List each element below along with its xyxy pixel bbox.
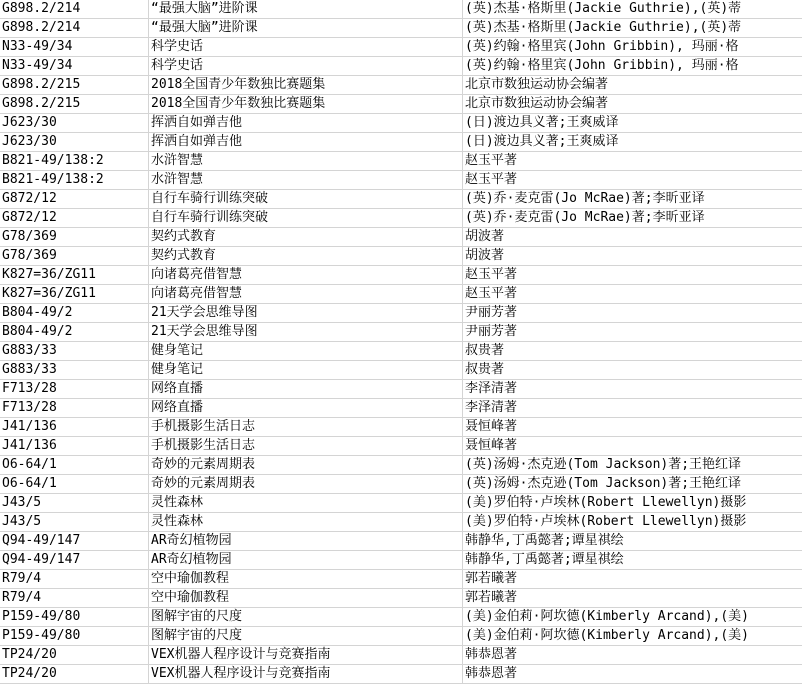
cell-title[interactable]: 健身笔记 xyxy=(149,342,463,361)
cell-author[interactable]: 尹丽芳著 xyxy=(463,323,802,342)
cell-call-number[interactable]: R79/4 xyxy=(0,589,149,608)
table-row xyxy=(0,608,802,627)
cell-call-number[interactable]: P159-49/80 xyxy=(0,627,149,646)
cell-call-number[interactable]: B804-49/2 xyxy=(0,304,149,323)
table-row xyxy=(0,627,802,646)
table-row xyxy=(0,228,802,247)
cell-author[interactable]: 韩恭恩著 xyxy=(463,646,802,665)
table-row xyxy=(0,95,802,114)
cell-call-number[interactable]: F713/28 xyxy=(0,380,149,399)
cell-title[interactable]: 科学史话 xyxy=(149,57,463,76)
cell-call-number[interactable]: G898.2/215 xyxy=(0,76,149,95)
table-row xyxy=(0,247,802,266)
cell-title[interactable]: “最强大脑”进阶课 xyxy=(149,19,463,38)
table-row xyxy=(0,399,802,418)
cell-author[interactable]: 赵玉平著 xyxy=(463,171,802,190)
cell-call-number[interactable]: N33-49/34 xyxy=(0,57,149,76)
cell-call-number[interactable]: G872/12 xyxy=(0,190,149,209)
cell-author[interactable]: 郭若曦著 xyxy=(463,570,802,589)
table-row xyxy=(0,76,802,95)
cell-title[interactable]: AR奇幻植物园 xyxy=(149,551,463,570)
cell-title[interactable]: 空中瑜伽教程 xyxy=(149,589,463,608)
table-row xyxy=(0,209,802,228)
cell-call-number[interactable]: TP24/20 xyxy=(0,665,149,684)
cell-title[interactable]: 灵性森林 xyxy=(149,513,463,532)
cell-title[interactable]: 图解宇宙的尺度 xyxy=(149,627,463,646)
cell-title[interactable]: 水浒智慧 xyxy=(149,152,463,171)
cell-title[interactable]: 契约式教育 xyxy=(149,247,463,266)
cell-author[interactable]: 韩静华,丁禹懿著;谭星祺绘 xyxy=(463,551,802,570)
table-row xyxy=(0,475,802,494)
cell-author[interactable]: 李泽清著 xyxy=(463,399,802,418)
table-row xyxy=(0,171,802,190)
table-row xyxy=(0,190,802,209)
cell-author[interactable]: 赵玉平著 xyxy=(463,266,802,285)
cell-call-number[interactable]: G872/12 xyxy=(0,209,149,228)
cell-author[interactable]: 赵玉平著 xyxy=(463,285,802,304)
cell-title[interactable]: 空中瑜伽教程 xyxy=(149,570,463,589)
cell-title[interactable]: 水浒智慧 xyxy=(149,171,463,190)
cell-call-number[interactable]: G78/369 xyxy=(0,247,149,266)
table-row xyxy=(0,513,802,532)
cell-title[interactable]: 自行车骑行训练突破 xyxy=(149,209,463,228)
cell-title[interactable]: 自行车骑行训练突破 xyxy=(149,190,463,209)
cell-title[interactable]: 向诸葛亮借智慧 xyxy=(149,285,463,304)
cell-author[interactable]: (英)汤姆·杰克逊(Tom Jackson)著;王艳红译 xyxy=(463,475,802,494)
cell-author[interactable]: 韩静华,丁禹懿著;谭星祺绘 xyxy=(463,532,802,551)
cell-title[interactable]: 奇妙的元素周期表 xyxy=(149,456,463,475)
cell-title[interactable]: 挥洒自如弹吉他 xyxy=(149,133,463,152)
cell-author[interactable]: (美)罗伯特·卢埃林(Robert Llewellyn)摄影 xyxy=(463,513,802,532)
cell-call-number[interactable]: B821-49/138:2 xyxy=(0,152,149,171)
cell-title[interactable]: 21天学会思维导图 xyxy=(149,304,463,323)
cell-call-number[interactable]: Q94-49/147 xyxy=(0,551,149,570)
cell-title[interactable]: 挥洒自如弹吉他 xyxy=(149,114,463,133)
table-row xyxy=(0,285,802,304)
cell-author[interactable]: 胡波著 xyxy=(463,228,802,247)
cell-author[interactable]: 叔贵著 xyxy=(463,361,802,380)
cell-author[interactable]: (英)杰基·格斯里(Jackie Guthrie),(英)蒂 xyxy=(463,19,802,38)
cell-call-number[interactable]: G898.2/214 xyxy=(0,0,149,19)
table-row xyxy=(0,342,802,361)
cell-call-number[interactable]: TP24/20 xyxy=(0,646,149,665)
cell-call-number[interactable]: R79/4 xyxy=(0,570,149,589)
cell-call-number[interactable]: J623/30 xyxy=(0,114,149,133)
cell-title[interactable]: 健身笔记 xyxy=(149,361,463,380)
cell-author[interactable]: 赵玉平著 xyxy=(463,152,802,171)
cell-call-number[interactable]: G898.2/215 xyxy=(0,95,149,114)
table-row xyxy=(0,646,802,665)
cell-title[interactable]: 契约式教育 xyxy=(149,228,463,247)
table-row xyxy=(0,551,802,570)
table-row xyxy=(0,665,802,684)
cell-title[interactable]: VEX机器人程序设计与竞赛指南 xyxy=(149,665,463,684)
cell-call-number[interactable]: N33-49/34 xyxy=(0,38,149,57)
cell-author[interactable]: (英)约翰·格里宾(John Gribbin), 玛丽·格 xyxy=(463,38,802,57)
table-row xyxy=(0,494,802,513)
cell-title[interactable]: 网络直播 xyxy=(149,399,463,418)
cell-title[interactable]: 奇妙的元素周期表 xyxy=(149,475,463,494)
table-row xyxy=(0,323,802,342)
cell-author[interactable]: 韩恭恩著 xyxy=(463,665,802,684)
table-row xyxy=(0,570,802,589)
cell-author[interactable]: 北京市数独运动协会编著 xyxy=(463,76,802,95)
cell-title[interactable]: 2018全国青少年数独比赛题集 xyxy=(149,95,463,114)
cell-author[interactable]: (美)罗伯特·卢埃林(Robert Llewellyn)摄影 xyxy=(463,494,802,513)
cell-call-number[interactable]: J623/30 xyxy=(0,133,149,152)
cell-title[interactable]: VEX机器人程序设计与竞赛指南 xyxy=(149,646,463,665)
cell-title[interactable]: 科学史话 xyxy=(149,38,463,57)
table-row xyxy=(0,38,802,57)
cell-author[interactable]: (英)乔·麦克雷(Jo McRae)著;李昕亚译 xyxy=(463,190,802,209)
table-row xyxy=(0,418,802,437)
cell-call-number[interactable]: K827=36/ZG11 xyxy=(0,285,149,304)
table-row xyxy=(0,19,802,38)
cell-call-number[interactable]: G78/369 xyxy=(0,228,149,247)
cell-title[interactable]: AR奇幻植物园 xyxy=(149,532,463,551)
table-row xyxy=(0,304,802,323)
cell-author[interactable]: (日)渡边具义著;王爽威译 xyxy=(463,133,802,152)
cell-call-number[interactable]: B821-49/138:2 xyxy=(0,171,149,190)
cell-call-number[interactable]: O6-64/1 xyxy=(0,475,149,494)
cell-call-number[interactable]: O6-64/1 xyxy=(0,456,149,475)
cell-author[interactable]: 北京市数独运动协会编著 xyxy=(463,95,802,114)
cell-title[interactable]: 手机摄影生活日志 xyxy=(149,418,463,437)
cell-title[interactable]: 21天学会思维导图 xyxy=(149,323,463,342)
cell-author[interactable]: 聂恒峰著 xyxy=(463,418,802,437)
cell-author[interactable]: 聂恒峰著 xyxy=(463,437,802,456)
cell-author[interactable]: 胡波著 xyxy=(463,247,802,266)
cell-author[interactable]: (英)约翰·格里宾(John Gribbin), 玛丽·格 xyxy=(463,57,802,76)
cell-author[interactable]: 叔贵著 xyxy=(463,342,802,361)
table-row xyxy=(0,437,802,456)
cell-call-number[interactable]: F713/28 xyxy=(0,399,149,418)
cell-call-number[interactable]: B804-49/2 xyxy=(0,323,149,342)
cell-call-number[interactable]: J41/136 xyxy=(0,418,149,437)
cell-call-number[interactable]: Q94-49/147 xyxy=(0,532,149,551)
table-row xyxy=(0,589,802,608)
cell-author[interactable]: (英)杰基·格斯里(Jackie Guthrie),(英)蒂 xyxy=(463,0,802,19)
cell-title[interactable]: 图解宇宙的尺度 xyxy=(149,608,463,627)
cell-call-number[interactable]: J41/136 xyxy=(0,437,149,456)
table-row xyxy=(0,133,802,152)
cell-call-number[interactable]: J43/5 xyxy=(0,494,149,513)
cell-call-number[interactable]: G883/33 xyxy=(0,361,149,380)
cell-author[interactable]: 李泽清著 xyxy=(463,380,802,399)
cell-author[interactable]: 尹丽芳著 xyxy=(463,304,802,323)
table-row xyxy=(0,380,802,399)
table-row xyxy=(0,266,802,285)
cell-author[interactable]: (美)金伯莉·阿坎德(Kimberly Arcand),(美) xyxy=(463,608,802,627)
cell-call-number[interactable]: G883/33 xyxy=(0,342,149,361)
table-row xyxy=(0,57,802,76)
cell-title[interactable]: 网络直播 xyxy=(149,380,463,399)
cell-author[interactable]: (英)汤姆·杰克逊(Tom Jackson)著;王艳红译 xyxy=(463,456,802,475)
cell-author[interactable]: 郭若曦著 xyxy=(463,589,802,608)
table-row xyxy=(0,0,802,19)
cell-call-number[interactable]: G898.2/214 xyxy=(0,19,149,38)
cell-title[interactable]: 向诸葛亮借智慧 xyxy=(149,266,463,285)
cell-title[interactable]: 手机摄影生活日志 xyxy=(149,437,463,456)
cell-title[interactable]: 2018全国青少年数独比赛题集 xyxy=(149,76,463,95)
cell-author[interactable]: (英)乔·麦克雷(Jo McRae)著;李昕亚译 xyxy=(463,209,802,228)
cell-call-number[interactable]: J43/5 xyxy=(0,513,149,532)
cell-author[interactable]: (美)金伯莉·阿坎德(Kimberly Arcand),(美) xyxy=(463,627,802,646)
cell-title[interactable]: 灵性森林 xyxy=(149,494,463,513)
table-row xyxy=(0,152,802,171)
table-row xyxy=(0,456,802,475)
table-row xyxy=(0,532,802,551)
table-row xyxy=(0,114,802,133)
table-row xyxy=(0,361,802,380)
cell-call-number[interactable]: K827=36/ZG11 xyxy=(0,266,149,285)
cell-title[interactable]: “最强大脑”进阶课 xyxy=(149,0,463,19)
cell-author[interactable]: (日)渡边具义著;王爽威译 xyxy=(463,114,802,133)
cell-call-number[interactable]: P159-49/80 xyxy=(0,608,149,627)
